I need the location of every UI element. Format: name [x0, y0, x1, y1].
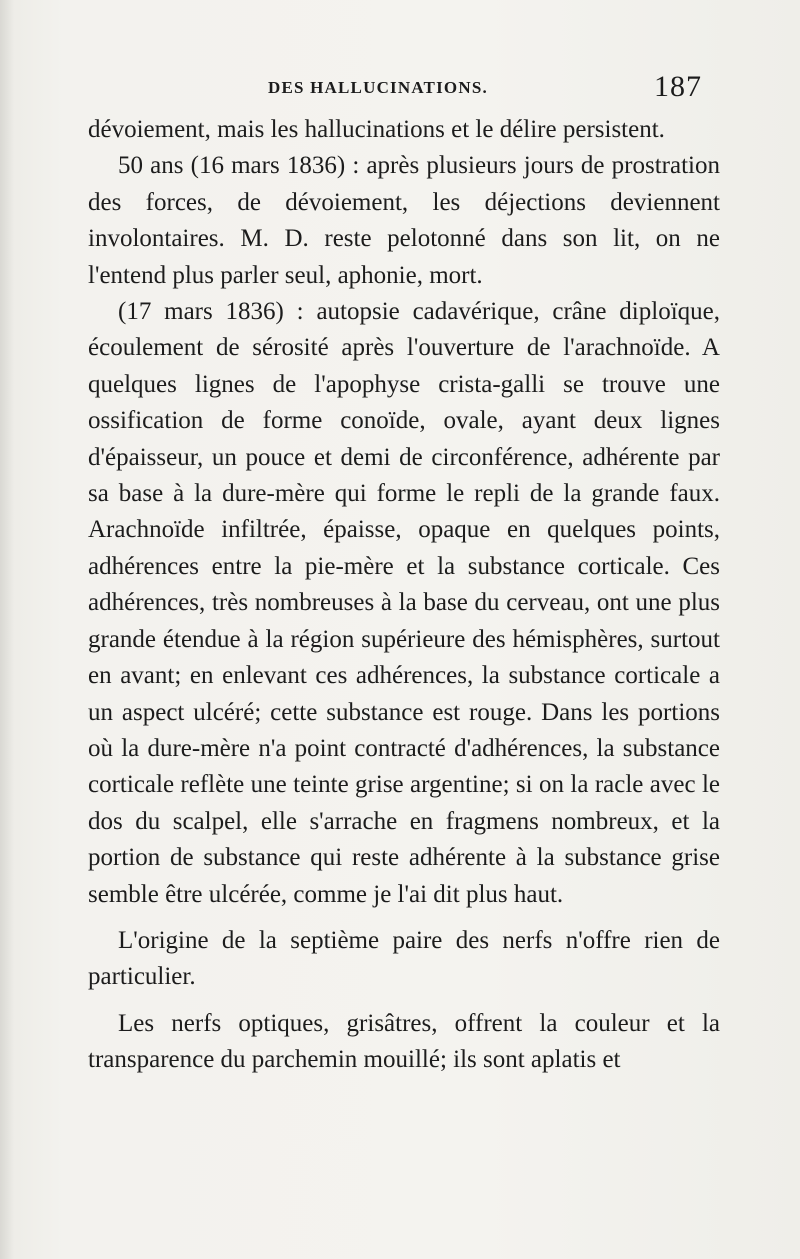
running-head — [88, 70, 718, 106]
page-fold-shadow — [0, 0, 14, 1259]
running-title: DES HALLUCINATIONS. — [268, 78, 488, 97]
body-text — [88, 112, 720, 1079]
paragraph-nerfs-optiques: Les nerfs optiques, grisâtres, offrent la couleur et la transparence du parchemin mouillé; ils sont aplatis et — [88, 1009, 720, 1074]
paragraph-autopsie: (17 mars 1836) : autopsie cadavérique, crâne diploïque, écoulement de sérosité après l'ouverture de l'arachnoïde. A quelques lignes de l'apophyse crista-galli se trouve une ossification de forme conoïde, ovale, ayant deux lignes d'épaisseur, un pouce et demi de circonférence, adhérente par sa base à la dure-mère qui forme le repli de la grande faux. Arachnoïde infiltrée, épaisse, opaque en quelques points, adhérences entre la pie-mère et la substance corticale. Ces adhérences, très nombreuses à la base du cerveau, ont une plus grande étendue à la région supérieure des hémisphères, surtout en avant; en enlevant ces adhérences, la substance corticale a un aspect ulcéré; cette substance est rouge. Dans les portions où la dure-mère n'a point contracté d'adhérences, la substance corticale reflète une teinte grise argentine; si on la racle avec le dos du scalpel, elle s'arrache en fragmens nombreux, et la portion de substance qui reste adhérente à la substance grise semble être ulcérée, comme je l'ai dit plus haut. — [88, 298, 720, 908]
page-number: 187 — [654, 70, 702, 103]
paragraph-fifty-ans: 50 ans (16 mars 1836) : après plusieurs jours de prostration des forces, de dévoiement, les déjections deviennent involontaires. M. D. reste pelotonné dans son lit, on ne l'entend plus parler seul, aphonie, mort. — [88, 152, 720, 289]
paragraph-continuation: dévoiement, mais les hallucinations et le délire persistent. — [88, 116, 665, 143]
paragraph-septieme-paire: L'origine de la septième paire des nerfs n'offre rien de particulier. — [88, 926, 720, 991]
